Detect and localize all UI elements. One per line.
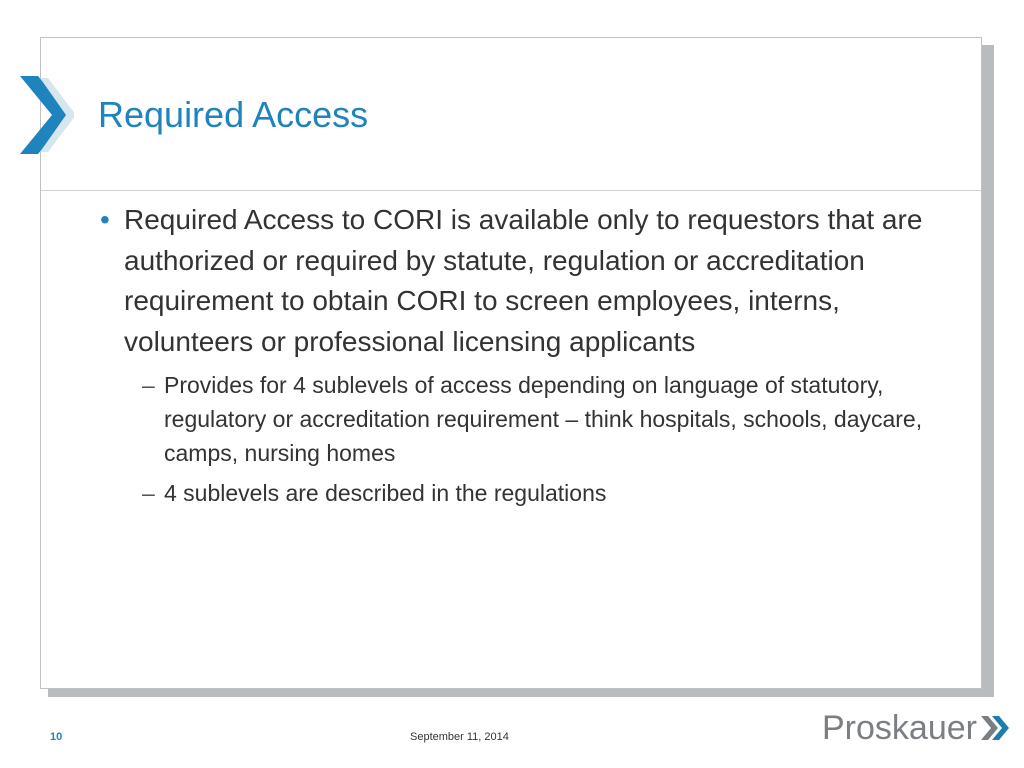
double-chevron-icon [979,712,1011,744]
sub-bullet-item [140,476,970,510]
page-number: 10 [50,731,63,743]
bullet-text: Required Access to CORI is available only to requestors that are authorized or required by statute, regulation or accreditation requirement to obtain CORI to screen employees, interns, volunteers or professional licensing applicants [124,204,923,357]
title-divider [41,190,981,191]
sub-bullet-marker: – [142,372,155,398]
chevron-right-icon [14,74,74,156]
bullet-item [100,200,970,362]
logo-wordmark: Proskauer [822,709,977,747]
sub-bullet-text: 4 sublevels are described in the regulations [164,480,607,506]
footer-date: September 11, 2014 [410,731,509,743]
bullet-marker: • [100,204,110,235]
slide-body [100,200,970,516]
company-logo [822,707,1011,749]
sub-bullet-list [100,368,970,510]
sub-bullet-item [140,368,970,470]
sub-bullet-marker: – [142,480,155,506]
sub-bullet-text: Provides for 4 sublevels of access depending on language of statutory, regulatory or accreditation requirement – think hospitals, schools, daycare, camps, nursing homes [164,372,923,466]
slide-title: Required Access [98,94,369,135]
